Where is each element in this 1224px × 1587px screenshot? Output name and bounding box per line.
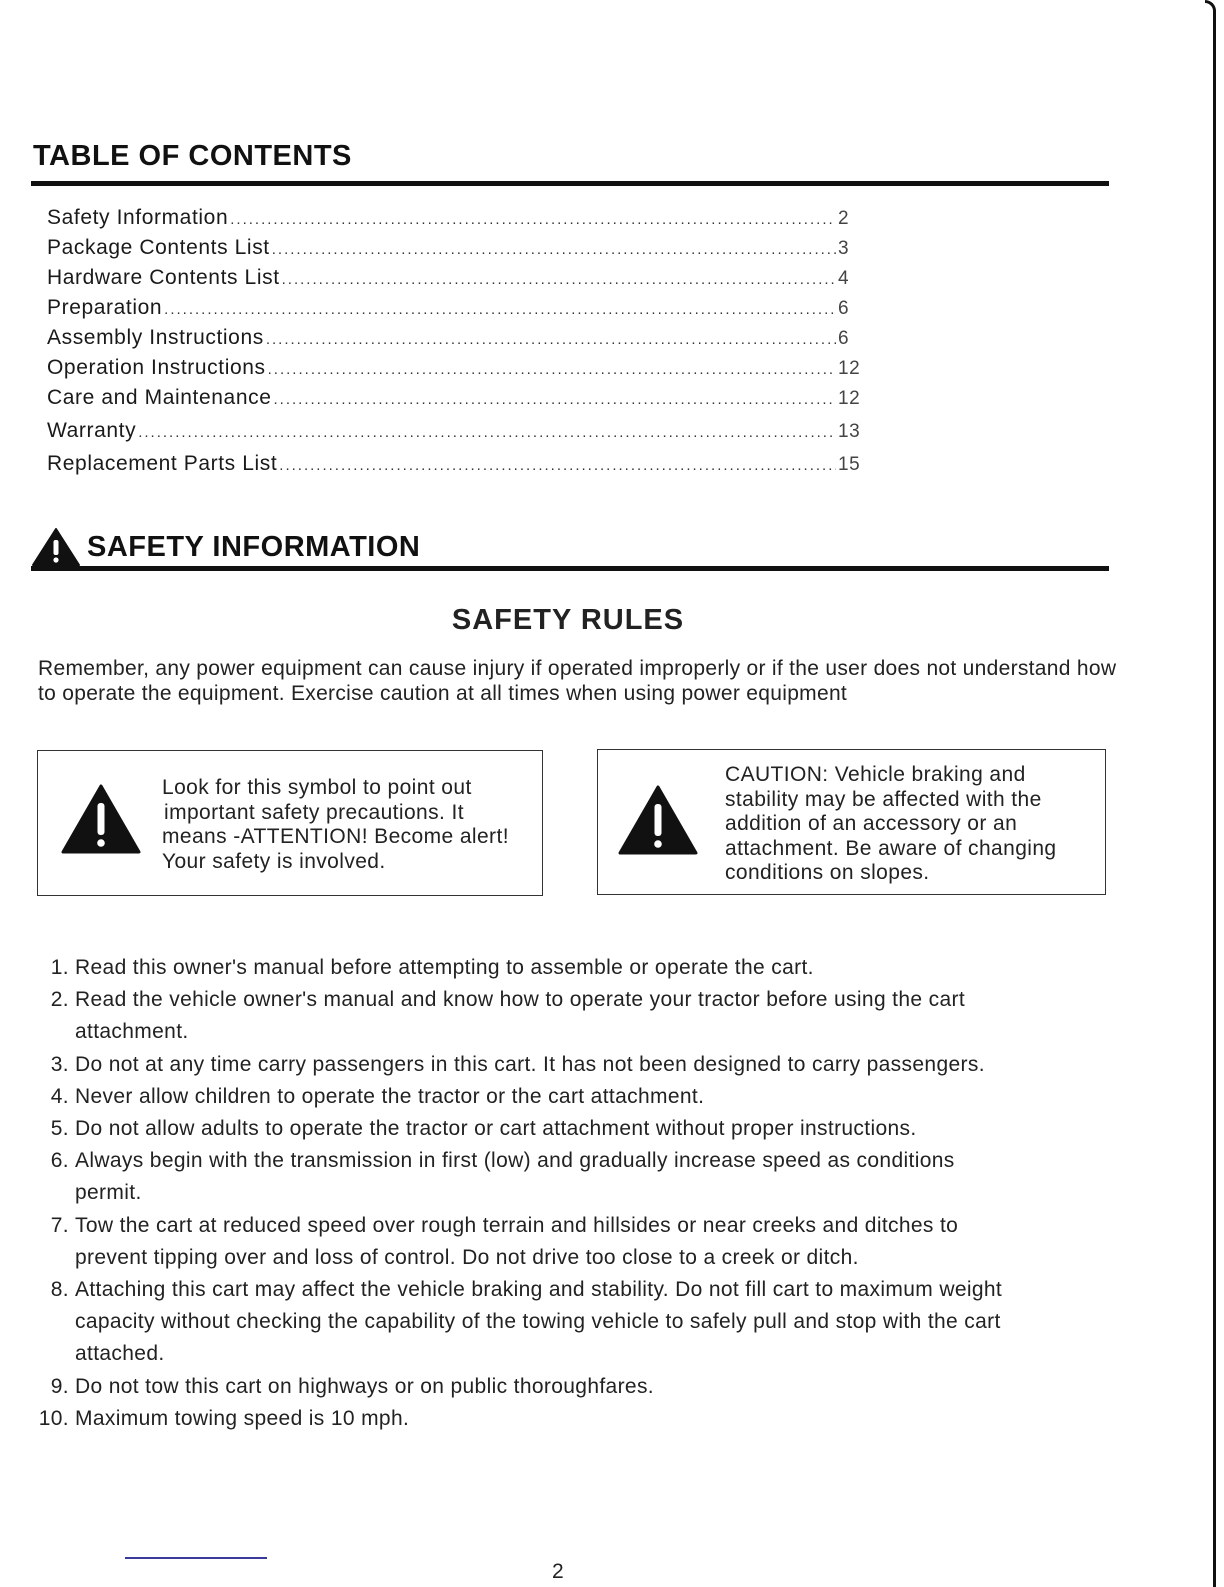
toc-entry-label: Operation Instructions [47, 356, 266, 379]
notice-line: Your safety is involved. [162, 849, 386, 873]
list-item-number: 2. [50, 988, 69, 1012]
list-item-line: attached. [75, 1342, 165, 1366]
toc-entry-page: 12 [838, 388, 861, 409]
notice-box-attention [37, 750, 543, 896]
toc-entry-label: Replacement Parts List [47, 452, 278, 475]
toc-list [47, 203, 862, 479]
list-item-line: attachment. [75, 1020, 189, 1044]
list-item-line: Do not at any time carry passengers in this cart. It has not been designed to carry passengers. [75, 1052, 985, 1076]
page-edge [1205, 0, 1216, 1587]
safety-intro-paragraph: Remember, any power equipment can cause injury if operated improperly or if the user does not understand how to operate the equipment. Exercise caution at all times when using power equipment [38, 657, 1117, 705]
list-item [38, 952, 1118, 984]
toc-entry-assembly-instructions[interactable] [47, 323, 862, 353]
list-item-number: 8. [50, 1278, 69, 1302]
toc-entry-preparation[interactable] [47, 293, 862, 323]
toc-leader-dots [282, 265, 836, 295]
list-item [38, 984, 1118, 1048]
toc-leader-dots [279, 451, 836, 481]
safety-rule [31, 566, 1109, 571]
toc-entry-page: 13 [838, 421, 861, 442]
list-item-line: Always begin with the transmission in first (low) and gradually increase speed as conditions [75, 1149, 955, 1173]
list-item-line: Never allow children to operate the tractor or the cart attachment. [75, 1084, 705, 1108]
list-item-number: 6. [50, 1149, 69, 1173]
notice-caution-text [725, 763, 1057, 886]
toc-rule [31, 181, 1109, 186]
toc-entry-page: 15 [838, 454, 861, 475]
toc-leader-dots [273, 385, 836, 415]
list-item-number: 10. [38, 1406, 69, 1430]
list-item-line: Maximum towing speed is 10 mph. [75, 1406, 410, 1430]
toc-entry-page: 12 [838, 358, 861, 379]
list-item-line: prevent tipping over and loss of control. Do not drive too close to a creek or ditch. [75, 1245, 859, 1269]
toc-entry-operation-instructions[interactable] [47, 353, 862, 383]
toc-entry-page: 6 [838, 328, 850, 349]
toc-entry-label: Care and Maintenance [47, 386, 272, 409]
notice-box-caution [597, 749, 1106, 895]
list-item-line: Do not allow adults to operate the tractor or cart attachment without proper instructions. [75, 1117, 917, 1141]
toc-entry-label: Assembly Instructions [47, 326, 264, 349]
list-item [38, 1081, 1118, 1113]
list-item [38, 1210, 1118, 1274]
footer-line [125, 1557, 267, 1559]
warning-icon [31, 527, 81, 567]
toc-entry-safety-information[interactable] [47, 203, 862, 233]
list-item-line: Attaching this cart may affect the vehicle braking and stability. Do not fill cart to maximum weight [75, 1278, 1003, 1302]
notice-line: means -ATTENTION! Become alert! [162, 825, 509, 848]
list-item [38, 1145, 1118, 1209]
notice-line: addition of an accessory or an [725, 812, 1018, 835]
notice-line: stability may be affected with the [725, 787, 1042, 811]
toc-leader-dots [266, 325, 836, 355]
toc-leader-dots [164, 295, 836, 325]
warning-icon [617, 784, 699, 856]
toc-entry-page: 2 [838, 208, 850, 229]
toc-entry-page: 3 [838, 238, 850, 259]
toc-leader-dots [268, 355, 836, 385]
toc-leader-dots [230, 205, 836, 235]
safety-rules-title: SAFETY RULES [451, 604, 685, 636]
list-item-line: Do not tow this cart on highways or on public thoroughfares. [75, 1374, 654, 1398]
safety-rules-list [38, 952, 1118, 1435]
notice-attention-text [162, 776, 509, 874]
list-item-line: Tow the cart at reduced speed over rough terrain and hillsides or near creeks and ditches to [75, 1213, 959, 1237]
toc-entry-label: Preparation [47, 296, 163, 319]
toc-entry-replacement-parts[interactable] [47, 449, 862, 479]
toc-leader-dots [138, 418, 836, 448]
toc-entry-label: Package Contents List [47, 236, 270, 259]
list-item-number: 3. [50, 1052, 69, 1076]
notice-line: conditions on slopes. [725, 861, 930, 884]
toc-entry-package-contents[interactable] [47, 233, 862, 263]
notice-line: CAUTION: Vehicle braking and [725, 763, 1026, 786]
safety-information-heading [31, 527, 420, 567]
toc-entry-label: Warranty [47, 419, 137, 442]
list-item-number: 9. [50, 1374, 69, 1398]
toc-entry-care-and-maintenance[interactable] [47, 383, 862, 413]
list-item [38, 1113, 1118, 1145]
notice-line: important safety precautions. It [164, 800, 464, 824]
toc-entry-label: Safety Information [47, 206, 229, 229]
list-item [38, 1371, 1118, 1403]
list-item-number: 1. [50, 956, 69, 979]
safety-information-title: SAFETY INFORMATION [87, 530, 421, 563]
notice-line: attachment. Be aware of changing [725, 836, 1057, 860]
list-item-line: capacity without checking the capability of the towing vehicle to safely pull and stop with the cart [75, 1310, 1001, 1334]
list-item-number: 4. [50, 1084, 69, 1108]
list-item-number: 7. [50, 1213, 69, 1237]
list-item-line: Read this owner's manual before attempting to assemble or operate the cart. [75, 956, 814, 979]
toc-entry-page: 4 [838, 268, 850, 289]
list-item-line: Read the vehicle owner's manual and know how to operate your tractor before using the cart [75, 988, 965, 1012]
toc-entry-hardware-contents[interactable] [47, 263, 862, 293]
warning-icon [60, 783, 142, 855]
toc-title: TABLE OF CONTENTS [33, 140, 352, 172]
page-number: 2 [552, 1560, 564, 1583]
toc-entry-warranty[interactable] [47, 416, 862, 446]
list-item-line: permit. [75, 1181, 142, 1205]
list-item [38, 1403, 1118, 1435]
toc-entry-label: Hardware Contents List [47, 266, 280, 289]
notice-line: Look for this symbol to point out [162, 776, 472, 799]
toc-entry-page: 6 [838, 298, 850, 319]
list-item-number: 5. [50, 1117, 69, 1141]
list-item [38, 1274, 1118, 1371]
toc-leader-dots [272, 235, 836, 265]
list-item [38, 1049, 1118, 1081]
